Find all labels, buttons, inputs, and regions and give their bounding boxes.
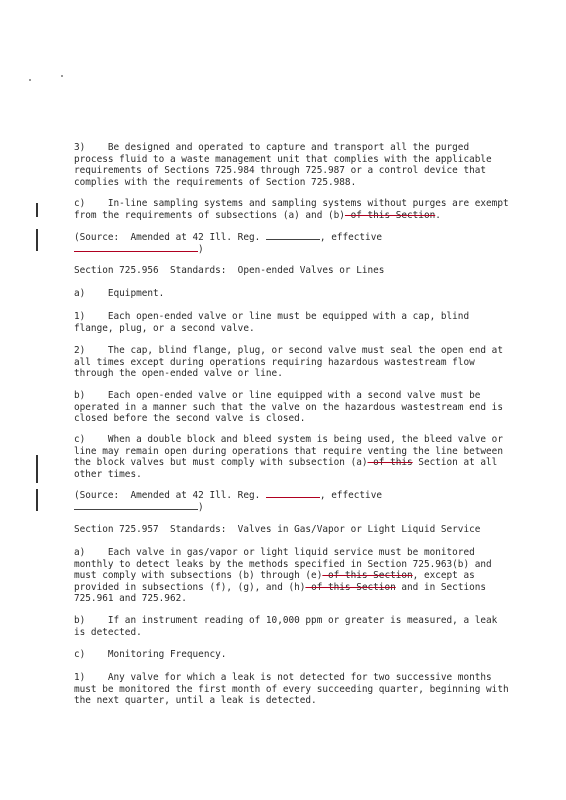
paragraph-text: . xyxy=(435,209,441,221)
paragraph-text: c) When a double block and bleed system is being used, the bleed valve or line may remain open during operations that require venting the line between the block valves but must comply with subsection (a) xyxy=(74,434,509,468)
paragraph-a-equipment: a) Equipment. xyxy=(74,288,165,299)
paragraph-957b-leak-detected: b) If an instrument reading of 10,000 ppm or greater is measured, a leak is detected. xyxy=(74,615,503,638)
change-bar xyxy=(36,203,38,217)
paragraph-text: a) Each valve in gas/vapor or light liquid service must be monitored monthly to detect leaks by the methods specified in Section 725.963(b) and must comply with subsections (b) through (e) xyxy=(74,547,498,581)
change-bar xyxy=(36,229,38,251)
paragraph-c-double-block xyxy=(74,434,514,480)
source-note-2 xyxy=(74,490,514,513)
paragraph-text: c) In-line sampling systems and sampling systems without purges are exempt from the requirements of subsections (a) and (b) xyxy=(74,198,515,221)
source-text: ) xyxy=(198,243,204,255)
paragraph-957c1-successive-months: 1) Any valve for which a leak is not detected for two successive months must be monitored the first month of every succeeding quarter, beginning with the next quarter, until a leak is detected. xyxy=(74,672,515,706)
source-text: (Source: Amended at 42 Ill. Reg. xyxy=(74,490,266,501)
paragraph-text: and in Sections 725.961 and 725.962. xyxy=(74,581,492,604)
section-725-957-heading: Section 725.957 Standards: Valves in Gas/Vapor or Light Liquid Service xyxy=(74,524,481,535)
blank-register-number xyxy=(266,239,320,240)
change-bar xyxy=(36,489,38,511)
struck-text: of this Section xyxy=(305,581,396,593)
source-text: , effective xyxy=(319,232,382,243)
source-text: (Source: Amended at 42 Ill. Reg. xyxy=(74,232,266,243)
struck-text: of this Section xyxy=(322,570,413,581)
source-note-1 xyxy=(74,232,514,255)
paragraph-3-purged-fluid: 3) Be designed and operated to capture and transport all the purged process fluid to a waste management unit that complies with the applicable requirements of Sections 725.984 through 725.987 or a control device that complies with the requirements of Section 725.988. xyxy=(74,142,498,188)
paragraph-text: Section at all other times. xyxy=(74,457,503,480)
paragraph-a2-seal: 2) The cap, blind flange, plug, or second valve must seal the open end at all times except during operations requiring hazardous wastestream flow through the open-ended valve or line. xyxy=(74,345,509,379)
source-text: ) xyxy=(198,501,204,513)
paragraph-text: , except as provided in subsections (f), (g), and (h) xyxy=(74,570,481,593)
paragraph-a1-cap: 1) Each open-ended valve or line must be equipped with a cap, blind flange, plug, or a second valve. xyxy=(74,311,475,334)
change-bar xyxy=(36,455,38,483)
scan-speck xyxy=(29,79,31,81)
struck-text: of this Section xyxy=(344,209,436,221)
blank-register-number xyxy=(266,497,320,498)
paragraph-957c-frequency: c) Monitoring Frequency. xyxy=(74,649,227,660)
struck-text: of this xyxy=(367,457,413,468)
paragraph-c-sampling-exemption xyxy=(74,198,514,221)
paragraph-957a-monitoring xyxy=(74,547,514,605)
paragraph-b-second-valve: b) Each open-ended valve or line equipped with a second valve must be operated in a manner such that the valve on the hazardous wastestream end is closed before the second valve is closed. xyxy=(74,390,509,424)
blank-effective-date xyxy=(74,251,198,252)
section-725-956-heading: Section 725.956 Standards: Open-ended Valves or Lines xyxy=(74,265,385,276)
blank-effective-date xyxy=(74,509,198,510)
source-text: , effective xyxy=(319,490,382,501)
scan-speck xyxy=(61,75,63,77)
